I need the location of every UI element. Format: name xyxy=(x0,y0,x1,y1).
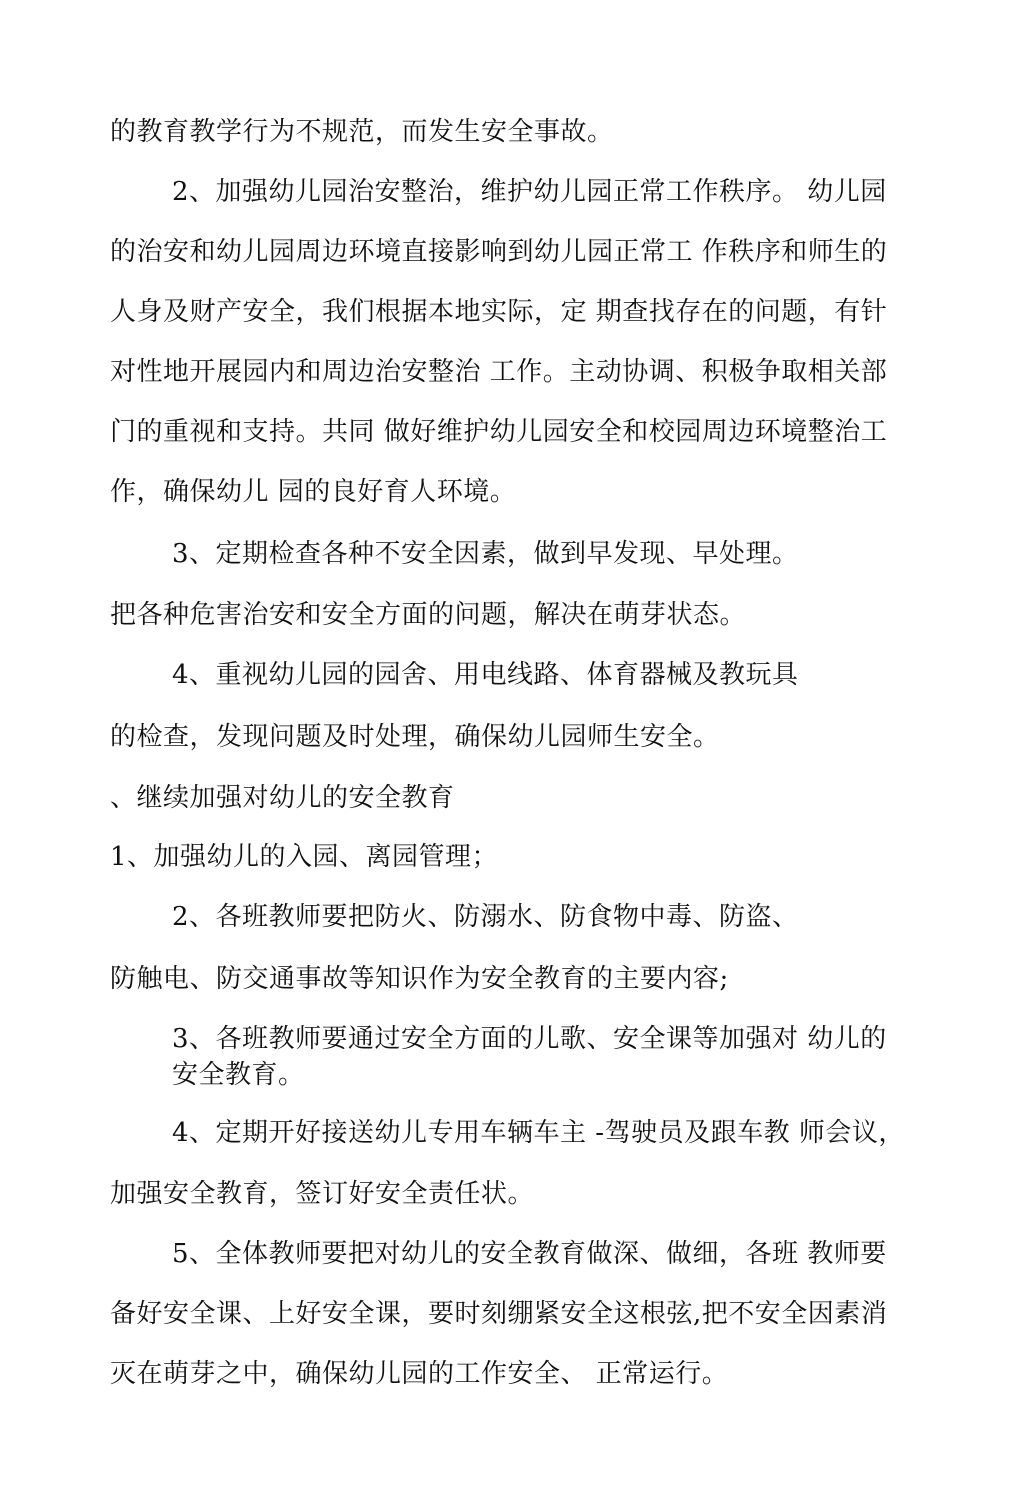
text-line: 3、各班教师要通过安全方面的儿歌、安全课等加强对 幼儿的 xyxy=(172,1024,887,1054)
text-line: 加强安全教育，签订好安全责任状。 xyxy=(110,1179,535,1209)
text-line: 的治安和幼儿园周边环境直接影响到幼儿园正常工 作秩序和师生的 xyxy=(110,237,888,267)
text-line: 把各种危害治安和安全方面的问题，解决在萌芽状态。 xyxy=(110,600,747,630)
section-heading: 、继续加强对幼儿的安全教育 xyxy=(110,783,455,813)
text-line: 安全教育。 xyxy=(172,1060,305,1090)
text-line: 4、重视幼儿园的园舍、用电线路、体育器械及教玩具 xyxy=(172,660,799,690)
text-line: 灭在萌芽之中，确保幼儿园的工作安全、 正常运行。 xyxy=(110,1359,729,1389)
text-line: 4、定期开好接送幼儿专用车辆车主 -驾驶员及跟车教 师会议， xyxy=(172,1118,905,1148)
text-line: 2、加强幼儿园治安整治，维护幼儿园正常工作秩序。 幼儿园 xyxy=(172,177,887,207)
text-line: 5、全体教师要把对幼儿的安全教育做深、做细，各班 教师要 xyxy=(172,1239,887,1269)
text-line: 1、加强幼儿的入园、离园管理； xyxy=(110,842,499,872)
text-line: 备好安全课、上好安全课，要时刻绷紧安全这根弦,把不安全因素消 xyxy=(110,1299,888,1329)
text-line: 的教育教学行为不规范，而发生安全事故。 xyxy=(110,117,614,147)
text-line: 2、各班教师要把防火、防溺水、防食物中毒、防盗、 xyxy=(172,902,799,932)
text-line: 人身及财产安全，我们根据本地实际，定 期查找存在的问题，有针 xyxy=(110,297,888,327)
text-line: 的检查，发现问题及时处理，确保幼儿园师生安全。 xyxy=(110,722,720,752)
text-line: 门的重视和支持。共同 做好维护幼儿园安全和校园周边环境整治工 xyxy=(110,417,888,447)
text-line: 防触电、防交通事故等知识作为安全教育的主要内容; xyxy=(110,964,729,994)
text-line: 作，确保幼儿 园的良好育人环境。 xyxy=(110,477,517,507)
text-line: 对性地开展园内和周边治安整治 工作。主动协调、积极争取相关部 xyxy=(110,357,888,387)
text-line: 3、定期检查各种不安全因素，做到早发现、早处理。 xyxy=(172,539,799,569)
